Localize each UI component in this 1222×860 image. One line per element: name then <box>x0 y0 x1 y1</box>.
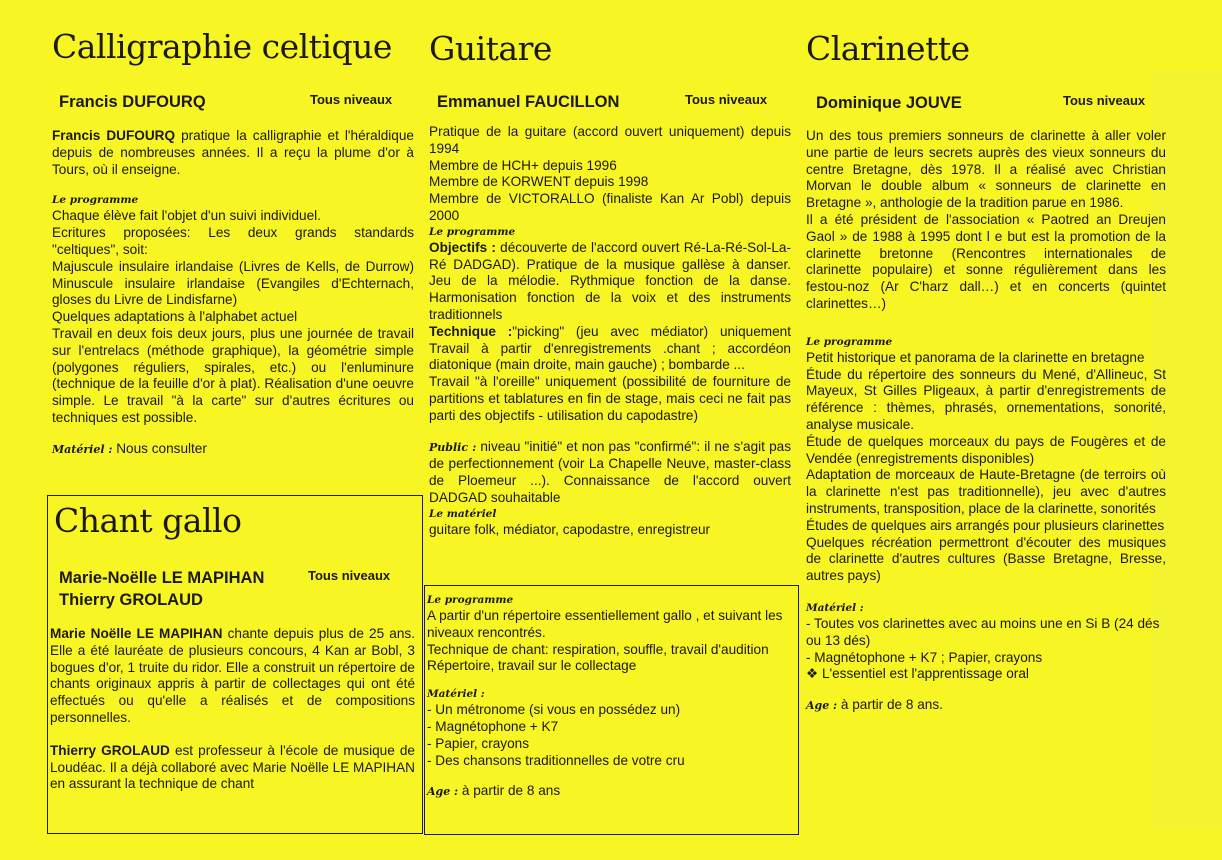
chant-gallo-column <box>50 502 415 793</box>
chant-gallo-materiel-item: - Magnétophone + K7 <box>427 718 559 734</box>
calligraphie-title: Calligraphie celtique <box>52 27 392 66</box>
guitare-level: Tous niveaux <box>685 92 768 107</box>
chant-gallo-title: Chant gallo <box>54 501 242 540</box>
chant-gallo-materiel-item: - Un métronome (si vous en possédez un) <box>427 702 681 718</box>
chant-gallo-age-text: à partir de 8 ans <box>458 783 561 799</box>
clarinette-teacher-row <box>806 93 1166 115</box>
clarinette-age-label: Age : <box>806 699 838 713</box>
chant-gallo-age <box>427 783 789 801</box>
chant-gallo-age-label: Age : <box>427 785 459 799</box>
clarinette-column <box>806 30 1166 715</box>
clarinette-programme-item: Étude du répertoire des sonneurs du Mené, d'Allineuc, St Mayeux, St Gilles Pligeaux, à partir d'enregistrements de référence : thèmes, phrasés, ornementations, sonorité, analyse musicale. <box>806 366 1166 432</box>
chant-gallo-teacher-row <box>50 568 415 590</box>
chant-gallo-materiel-item: - Papier, crayons <box>427 735 529 751</box>
calligraphie-materiel-label: Matériel : <box>52 442 113 456</box>
calligraphie-teacher: Francis DUFOURQ <box>59 93 206 111</box>
guitare-bio-item: Pratique de la guitare (accord ouvert uniquement) depuis 1994 <box>429 124 791 156</box>
chant-gallo-teacher-1: Marie-Noëlle LE MAPIHAN <box>59 569 265 587</box>
guitare-technique-text: "picking" (jeu avec médiator) uniquement Travail à partir d'enregistrements .chant ; accordéon diatonique (main droite, main gauche) ; bombarde ... <box>429 323 791 373</box>
chant-gallo-materiel-list <box>427 702 789 769</box>
guitare-bio-item: Membre de VICTORALLO (finaliste Kan Ar Pobl) depuis 2000 <box>429 191 791 223</box>
chant-gallo-bio-2-name: Thierry GROLAUD <box>50 742 170 758</box>
guitare-objectifs-text: découverte de l'accord ouvert Ré-La-Ré-Sol-La-Ré DADGAD). Pratique de la musique gallèse à danser. Jeu de la mélodie. Rythmique fonction de la danse. Harmonisation fonction de la voix et des instruments traditionnels <box>429 239 791 322</box>
calligraphie-intro-text: pratique la calligraphie et l'héraldique depuis de nombreuses années. Il a reçu la plume d'or à Tours, où il enseigne. <box>52 128 414 177</box>
calligraphie-materiel-text: Nous consulter <box>112 440 207 456</box>
clarinette-materiel-item: - Toutes vos clarinettes avec au moins une en Si B (24 dés ou 13 dés) <box>806 615 1160 648</box>
guitare-public-text: niveau "initié" et non pas "confirmé": il ne s'agit pas de perfectionnement (voir La Chapelle Neuve, master-class de Ploemeur ...). Connaissance de l'accord ouvert DADGAD souhaitable <box>429 438 791 505</box>
calligraphie-level: Tous niveaux <box>310 92 393 107</box>
chant-gallo-programme-label: Le programme <box>427 594 514 606</box>
chant-gallo-programme-item: Technique de chant: respiration, souffle, travail d'audition Répertoire, travail sur le collectage <box>427 641 769 674</box>
guitare-bio-item: Membre de HCH+ depuis 1996 <box>429 157 617 173</box>
clarinette-age-text: à partir de 8 ans. <box>837 697 943 713</box>
chant-gallo-level: Tous niveaux <box>308 568 391 583</box>
clarinette-level: Tous niveaux <box>1063 93 1146 108</box>
calligraphie-intro <box>52 128 414 178</box>
clarinette-programme-item: Quelques récréation permettront d'écouter des musiques de clarinette d'autres cultures (Basse Bretagne, Bresse, autres pays) <box>806 534 1166 584</box>
calligraphie-programme-item: Travail en deux fois deux jours, plus une journée de travail sur l'entrelacs (méthode graphique), la géométrie simple (polygones réguliers, spirales, etc.) ou l'enluminure (technique de la feuille d'or à plat). Réalisation d'une oeuvre simple. Le travail "à la carte" sur d'autres écritures ou techniques est possible. <box>52 325 414 425</box>
calligraphie-teacher-row <box>52 92 414 114</box>
guitare-programme-label: Le programme <box>429 225 516 238</box>
guitare-materiel-text: guitare folk, médiator, capodastre, enregistreur <box>429 521 711 537</box>
clarinette-age <box>806 697 1166 715</box>
guitare-public <box>429 439 791 507</box>
guitare-technique <box>429 324 791 374</box>
chant-gallo-bio-1-text: chante depuis plus de 25 ans. Elle a été lauréate de plusieurs concours, 4 Kan ar Bobl, 3 bogues d'or, 1 truite du ridor. Elle a construit un répertoire de chants originaux appris à partir de collectages qui ont été effectués ou qu'elle a réalisés et de compositions personnelles. <box>50 626 415 725</box>
clarinette-materiel-label: Matériel : <box>806 601 864 614</box>
calligraphie-column <box>52 28 414 459</box>
guitare-public-label: Public : <box>429 440 477 454</box>
guitare-objectifs <box>429 240 791 324</box>
chant-gallo-teacher-row-2 <box>50 590 415 612</box>
clarinette-materiel-list <box>806 616 1166 683</box>
clarinette-programme-item: Adaptation de morceaux de Haute-Bretagne (de terroirs où la clarinette n'est pas traditionnelle), jeu avec d'autres instruments, transposition, place de la clarinette, sonorités <box>806 467 1166 516</box>
clarinette-bio-1: Un des tous premiers sonneurs de clarinette à aller voler une partie de leurs secrets auprès des vieux sonneurs du centre Bretagne, dès 1978. Il a réalisé avec Christian Morvan le double album « sonneurs de clarinette en Bretagne », anthologie de la tradition parue en 1986. <box>806 128 1166 211</box>
chant-gallo-bio-1-name: Marie Noëlle LE MAPIHAN <box>50 626 223 641</box>
chant-gallo-bio-2-text: est professeur à l'école de musique de Loudéac. Il a déjà collaboré avec Marie Noëlle LE MAPIHAN en assurant la technique de chant <box>50 742 415 792</box>
calligraphie-programme-item: Ecritures proposées: Les deux grands standards "celtiques", soit: <box>52 225 414 257</box>
clarinette-bio-2: Il a été président de l'association « Paotred an Dreujen Gaol » de 1988 à 1995 dont l e but est la promotion de la clarinette bretonne (Rencontres internationales de clarinette populaire) et sonne régulièrement dans les festou-noz (Ar C'harz dall…) et en concerts (quintet clarinettes…) <box>806 211 1166 311</box>
chant-gallo-bio-2 <box>50 743 415 793</box>
calligraphie-materiel <box>52 441 414 459</box>
calligraphie-programme-item: Majuscule insulaire irlandaise (Livres de Kells, de Durrow) Minuscule insulaire irlandaise (Evangiles d'Echternach, gloses du Livre de Lindisfarne) <box>52 258 414 308</box>
chant-gallo-programme-column <box>427 593 789 801</box>
chant-gallo-bio-1 <box>50 626 415 727</box>
clarinette-teacher: Dominique JOUVE <box>816 94 962 112</box>
calligraphie-programme-item: Chaque élève fait l'objet d'un suivi individuel. <box>52 208 321 224</box>
calligraphie-intro-name: Francis DUFOURQ <box>52 128 176 143</box>
chant-gallo-materiel-label: Matériel : <box>427 688 485 701</box>
guitare-teacher: Emmanuel FAUCILLON <box>437 93 620 111</box>
clarinette-title: Clarinette <box>806 29 970 68</box>
calligraphie-programme-label: Le programme <box>52 194 139 207</box>
chant-gallo-programme-item: A partir d'un répertoire essentiellement gallo , et suivant les niveaux rencontrés. <box>427 608 783 640</box>
guitare-column <box>429 30 791 539</box>
clarinette-materiel-item: ❖ L'essentiel est l'apprentissage oral <box>806 666 1029 682</box>
guitare-title: Guitare <box>429 29 552 68</box>
guitare-materiel-label: Le matériel <box>429 507 497 520</box>
guitare-objectifs-label: Objectifs : <box>429 239 496 255</box>
clarinette-programme-label: Le programme <box>806 335 893 348</box>
chant-gallo-teacher-2: Thierry GROLAUD <box>59 591 203 609</box>
clarinette-programme-item: Études de quelques airs arrangés pour plusieurs clarinettes <box>806 517 1165 533</box>
chant-gallo-materiel-item: - Des chansons traditionnelles de votre cru <box>427 752 685 768</box>
clarinette-programme-item: Petit historique et panorama de la clarinette en bretagne <box>806 349 1145 365</box>
clarinette-programme-item: Étude de quelques morceaux du pays de Fougères et de Vendée (enregistrements disponibles) <box>806 433 1166 466</box>
guitare-bio-item: Membre de KORWENT depuis 1998 <box>429 174 649 190</box>
clarinette-materiel-item: - Magnétophone + K7 ; Papier, crayons <box>806 649 1043 665</box>
guitare-oreille: Travail "à l'oreille" uniquement (possibilité de fourniture de partitions et tablatures en fin de stage, mais ceci ne fait pas parti des objectifs - utilisation du capodastre) <box>429 374 791 423</box>
calligraphie-programme-item: Quelques adaptations à l'alphabet actuel <box>52 309 298 325</box>
guitare-teacher-row <box>429 92 791 114</box>
guitare-technique-label: Technique : <box>429 323 513 339</box>
